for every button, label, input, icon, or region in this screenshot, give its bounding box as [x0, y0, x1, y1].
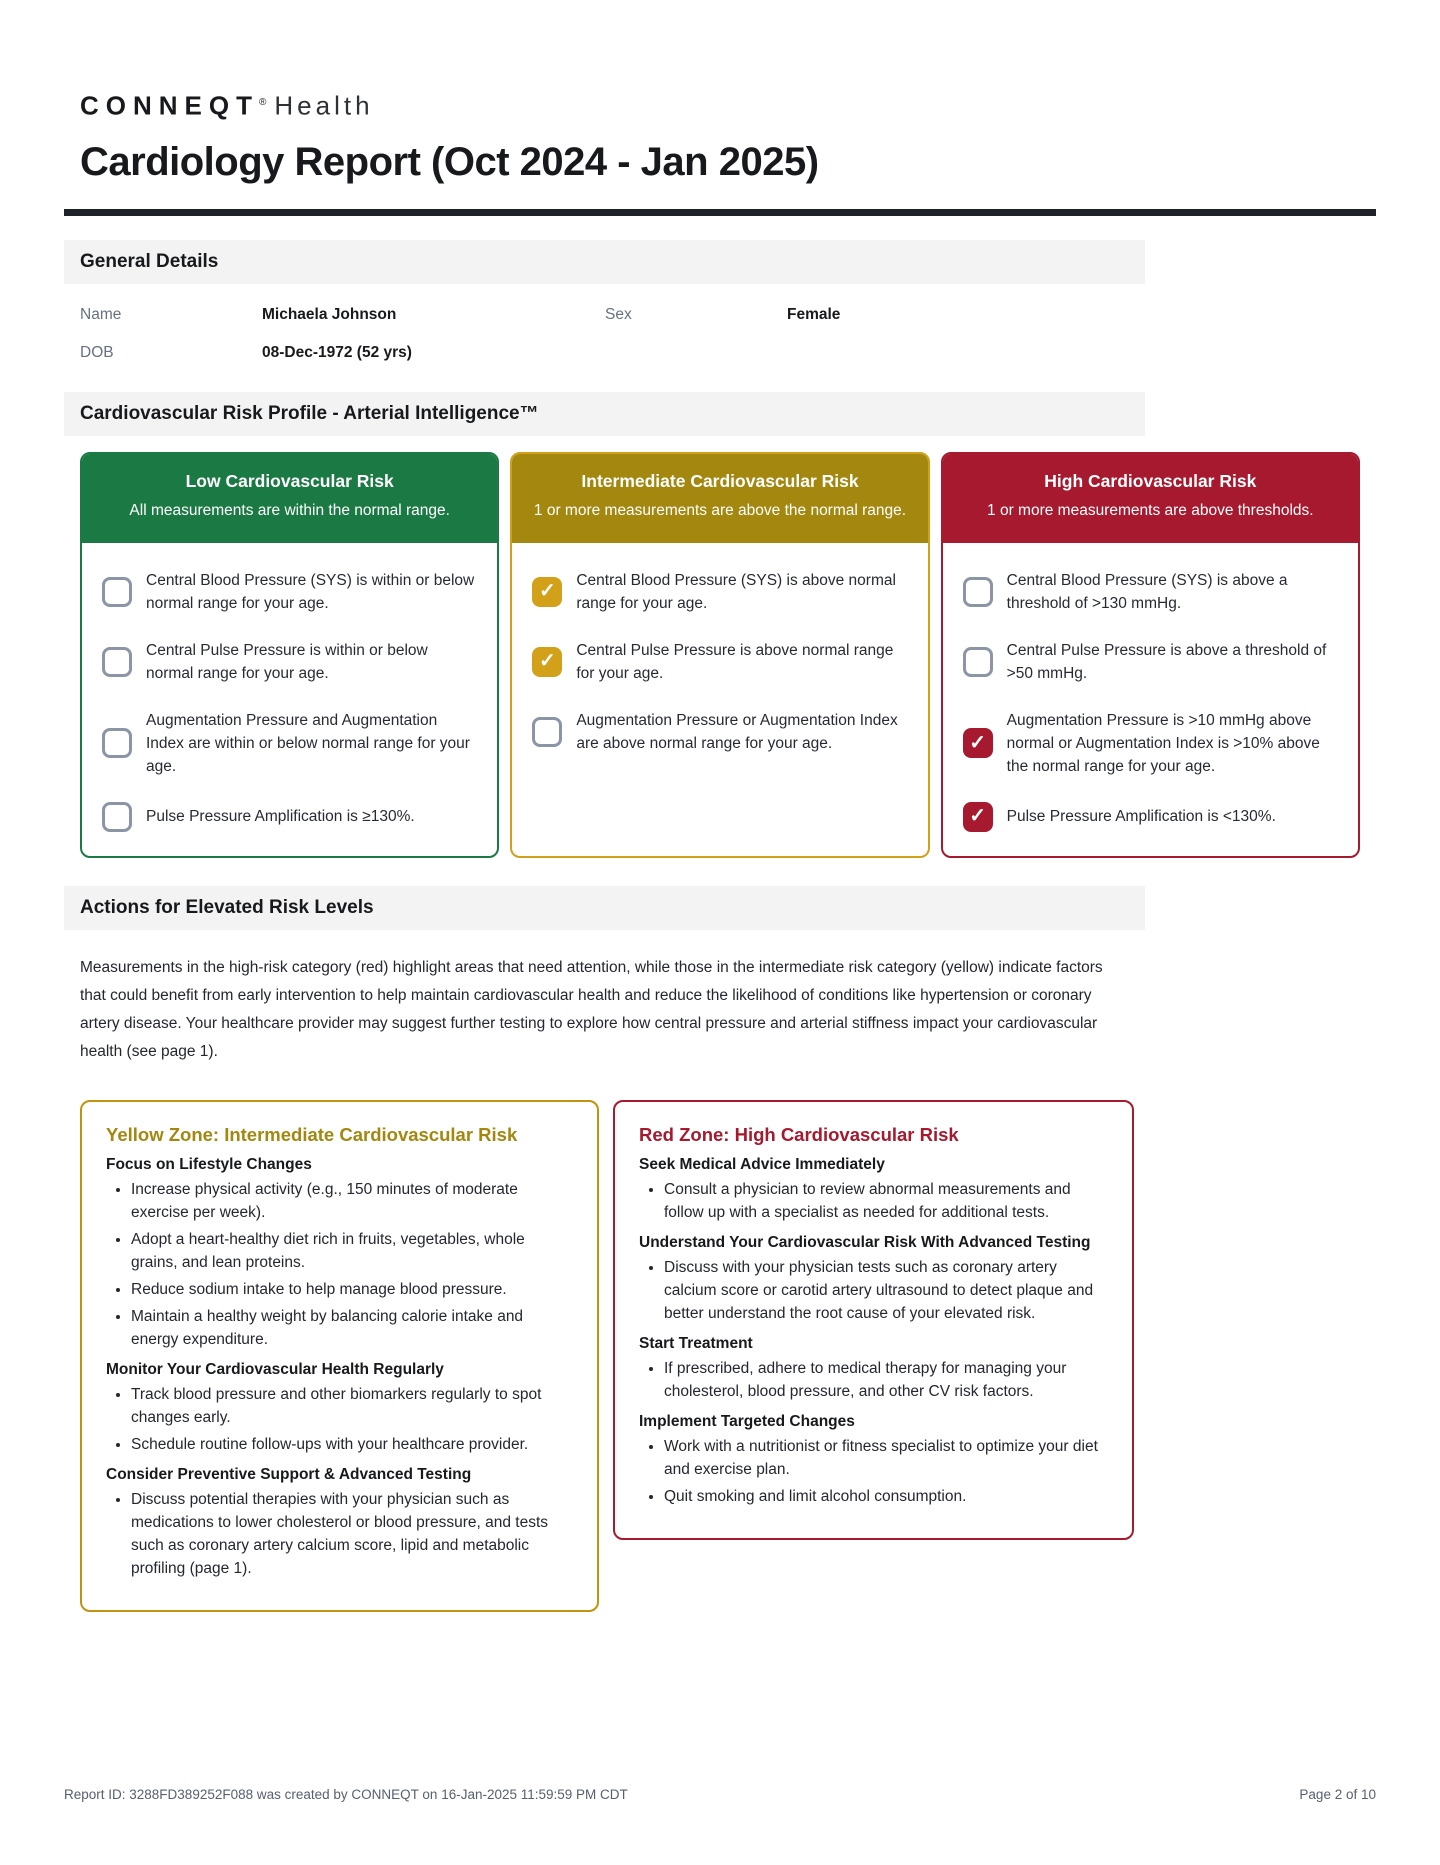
zone-section-heading: Monitor Your Cardiovascular Health Regularly [106, 1360, 444, 1378]
zone-bullet-list [106, 1488, 573, 1580]
risk-card-low [80, 452, 499, 858]
zone-bullet: • Adopt a heart-healthy diet rich in fruits, vegetables, whole grains, and lean proteins. [131, 1228, 573, 1274]
risk-card-intermediate-subtitle: 1 or more measurements are above the normal range. [533, 501, 907, 519]
check-item [963, 639, 1338, 685]
check-item [963, 802, 1338, 832]
checkbox-checked-icon [963, 802, 993, 832]
risk-card-high-title: High Cardiovascular Risk [1044, 470, 1257, 491]
dob-value: 08-Dec-1972 (52 yrs) [262, 343, 412, 361]
sex-label: Sex [605, 305, 632, 323]
page-footer [64, 1787, 1376, 1802]
zone-bullet: • Track blood pressure and other biomarkers regularly to spot changes early. [131, 1383, 573, 1429]
page-title: Cardiology Report (Oct 2024 - Jan 2025) [80, 139, 819, 184]
check-item [963, 569, 1338, 615]
risk-card-intermediate-title: Intermediate Cardiovascular Risk [581, 470, 859, 491]
zone-section-heading: Understand Your Cardiovascular Risk With Advanced Testing [639, 1233, 1091, 1251]
zone-bullet-list [639, 1178, 1108, 1224]
checkbox-unchecked-icon [963, 577, 993, 607]
risk-cards-row [64, 436, 1376, 858]
check-item-text: Pulse Pressure Amplification is ≥130%. [146, 808, 415, 826]
zone-bullet-list [639, 1435, 1108, 1508]
check-item-text: Central Blood Pressure (SYS) is above normal range for your age. [576, 571, 896, 612]
yellow-zone-box [80, 1100, 599, 1612]
risk-card-intermediate-body [512, 543, 927, 779]
zone-bullet-list [639, 1357, 1108, 1403]
check-item [963, 709, 1338, 778]
checkbox-checked-icon [532, 647, 562, 677]
general-details-grid [64, 284, 1376, 366]
zone-section-heading: Seek Medical Advice Immediately [639, 1155, 885, 1173]
check-item-text: Central Pulse Pressure is above normal range for your age. [576, 641, 894, 682]
checkbox-checked-icon [963, 728, 993, 758]
check-item-text: Augmentation Pressure or Augmentation Index are above normal range for your age. [576, 711, 898, 752]
zone-bullet: • If prescribed, adhere to medical therapy for managing your cholesterol, blood pressure, and other CV risk factors. [664, 1357, 1108, 1403]
risk-card-low-subtitle: All measurements are within the normal range. [129, 501, 450, 519]
zone-bullet: • Schedule routine follow-ups with your healthcare provider. [131, 1433, 573, 1456]
zone-bullet: • Discuss with your physician tests such as coronary artery calcium score or carotid artery ultrasound to detect plaque and better understand the root cause of your elevated risk. [664, 1256, 1108, 1325]
dob-label: DOB [80, 343, 114, 361]
checkbox-checked-icon [532, 577, 562, 607]
checkbox-unchecked-icon [102, 802, 132, 832]
zone-section-heading: Consider Preventive Support & Advanced Testing [106, 1465, 472, 1483]
section-heading-actions: Actions for Elevated Risk Levels [64, 886, 1145, 930]
check-item [532, 709, 907, 755]
check-item [532, 569, 907, 615]
zone-bullet: • Reduce sodium intake to help manage blood pressure. [131, 1278, 573, 1301]
zone-bullet-list [639, 1256, 1108, 1325]
risk-zones-row [80, 1100, 1360, 1612]
brand-suffix: Health [274, 90, 374, 121]
check-item [532, 639, 907, 685]
check-item [102, 569, 477, 615]
risk-card-intermediate [510, 452, 929, 858]
zone-bullet-list [106, 1383, 573, 1456]
zone-section-heading: Focus on Lifestyle Changes [106, 1155, 312, 1173]
registered-trademark: ® [259, 97, 267, 108]
section-heading-risk-profile: Cardiovascular Risk Profile - Arterial Intelligence™ [64, 392, 1145, 436]
check-item-text: Central Pulse Pressure is above a threshold of >50 mmHg. [1006, 641, 1327, 682]
report-id-text: Report ID: 3288FD389252F088 was created by CONNEQT on 16-Jan-2025 11:59:59 PM CDT [64, 1787, 628, 1802]
risk-card-low-header [82, 454, 497, 543]
risk-card-high-body [943, 543, 1358, 856]
risk-card-high-header [943, 454, 1358, 543]
section-heading-general-details: General Details [64, 240, 1145, 284]
zone-bullet: • Consult a physician to review abnormal measurements and follow up with a specialist as needed for additional tests. [664, 1178, 1108, 1224]
check-item [102, 802, 477, 832]
conneqt-logo [80, 88, 1376, 121]
zone-bullet: • Quit smoking and limit alcohol consumption. [664, 1485, 1108, 1508]
name-value: Michaela Johnson [262, 305, 397, 323]
zone-bullet-list [106, 1178, 573, 1351]
risk-card-high-subtitle: 1 or more measurements are above thresholds. [987, 501, 1314, 519]
check-item-text: Pulse Pressure Amplification is <130%. [1006, 808, 1276, 826]
check-item-text: Central Blood Pressure (SYS) is within or below normal range for your age. [146, 571, 475, 612]
title-divider [64, 209, 1376, 216]
check-item [102, 639, 477, 685]
page-number: Page 2 of 10 [1299, 1787, 1376, 1802]
check-item-text: Augmentation Pressure and Augmentation Index are within or below normal range for your age. [146, 711, 470, 775]
risk-card-high [941, 452, 1360, 858]
checkbox-unchecked-icon [532, 717, 562, 747]
yellow-zone-title: Yellow Zone: Intermediate Cardiovascular Risk [106, 1123, 518, 1145]
name-label: Name [80, 305, 122, 323]
check-item-text: Central Pulse Pressure is within or below normal range for your age. [146, 641, 428, 682]
zone-bullet: • Work with a nutritionist or fitness specialist to optimize your diet and exercise plan. [664, 1435, 1108, 1481]
risk-card-low-body [82, 543, 497, 856]
check-item-text: Augmentation Pressure is >10 mmHg above normal or Augmentation Index is >10% above the normal range for your age. [1006, 711, 1320, 775]
brand-name: CONNEQT [80, 90, 259, 121]
checkbox-unchecked-icon [102, 647, 132, 677]
checkbox-unchecked-icon [102, 728, 132, 758]
check-item [102, 709, 477, 778]
report-header [64, 88, 1376, 187]
check-item-text: Central Blood Pressure (SYS) is above a threshold of >130 mmHg. [1006, 571, 1288, 612]
risk-card-intermediate-header [512, 454, 927, 543]
checkbox-unchecked-icon [963, 647, 993, 677]
zone-bullet: • Increase physical activity (e.g., 150 minutes of moderate exercise per week). [131, 1178, 573, 1224]
risk-card-low-title: Low Cardiovascular Risk [185, 470, 394, 491]
zone-section-heading: Implement Targeted Changes [639, 1412, 855, 1430]
checkbox-unchecked-icon [102, 577, 132, 607]
zone-bullet: • Discuss potential therapies with your physician such as medications to lower cholesterol or blood pressure, and tests such as coronary artery calcium score, lipid and metabolic profiling (page 1). [131, 1488, 573, 1580]
red-zone-box [613, 1100, 1134, 1540]
sex-value: Female [787, 305, 841, 323]
zone-section-heading: Start Treatment [639, 1334, 753, 1352]
actions-intro-paragraph: Measurements in the high-risk category (red) highlight areas that need attention, while those in the intermediate risk category (yellow) indicate factors that could benefit from early intervention to help maintain cardiovascular health and reduce the likelihood of conditions like hypertension or coronary artery disease. Your healthcare provider may suggest further testing to explore how central pressure and arterial stiffness impact your cardiovascular health (see page 1). [80, 958, 1103, 1060]
red-zone-title: Red Zone: High Cardiovascular Risk [639, 1123, 959, 1145]
zone-bullet: • Maintain a healthy weight by balancing calorie intake and energy expenditure. [131, 1305, 573, 1351]
